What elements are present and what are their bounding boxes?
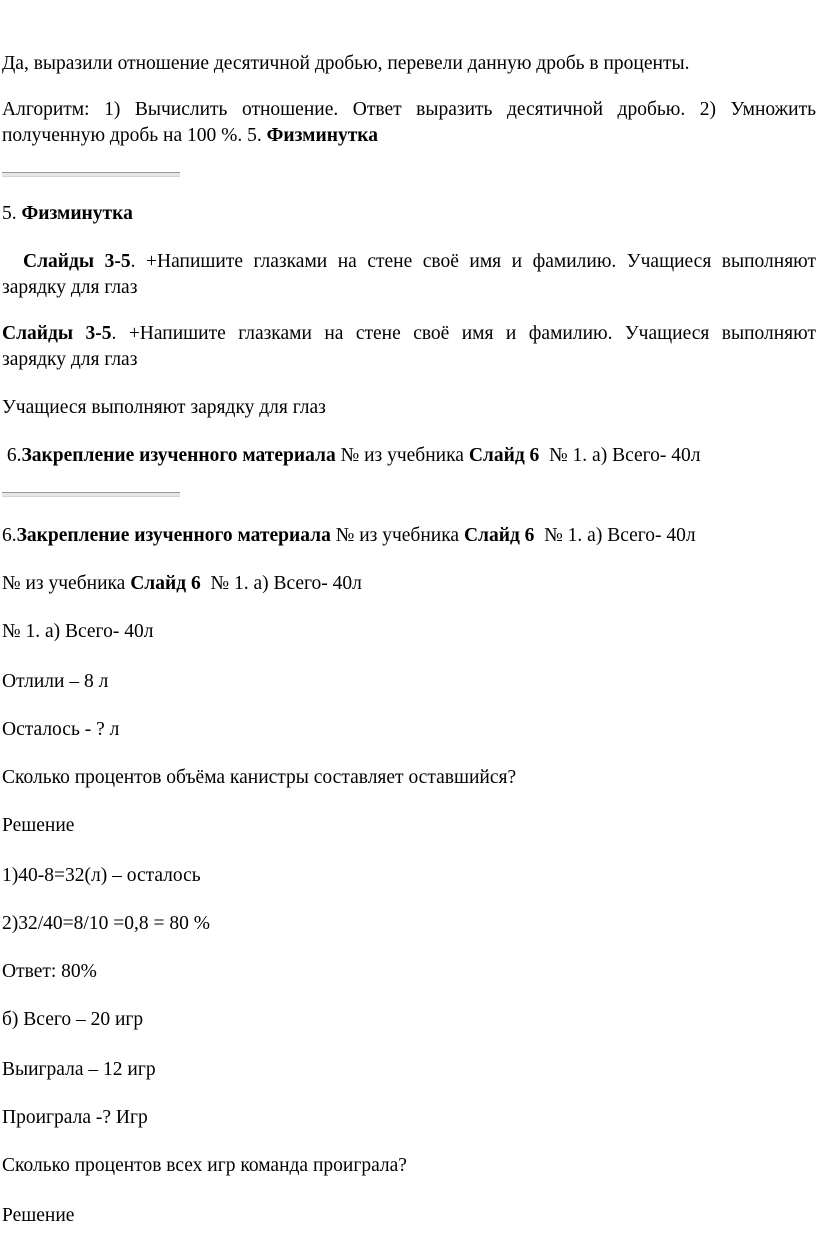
reinforcement-title: Закрепление изученного материала: [21, 445, 336, 466]
reinforcement-paragraph-1: 6.Закрепление изученного материала № из учебника Слайд 6 № 1. а) Всего- 40л: [6, 445, 701, 466]
slides-paragraph-2: Слайды 3-5. +Напишите глазками на стене своё имя и фамилию. Учащиеся выполняют: [2, 323, 816, 344]
problem-1-question: Сколько процентов объёма канистры составляет оставшийся?: [2, 767, 517, 788]
paragraph-intro: Да, выразили отношение десятичной дробью, перевели данную дробь в проценты.: [2, 53, 690, 74]
problem-2-header: б) Всего – 20 игр: [2, 1009, 144, 1030]
textbook-paragraph: № из учебника Слайд 6 № 1. а) Всего- 40л: [2, 573, 362, 594]
problem-2-solution-label: Решение: [2, 1205, 75, 1226]
problem-1-step-2: 2)32/40=8/10 =0,8 = 80 %: [2, 913, 210, 934]
reinforcement-paragraph-2: 6.Закрепление изученного материала № из учебника Слайд 6 № 1. а) Всего- 40л: [2, 525, 696, 546]
problem-1-header: № 1. а) Всего- 40л: [2, 621, 154, 642]
section-number: 5.: [247, 125, 267, 146]
slides-label: Слайды 3-5: [2, 323, 112, 344]
problem-1-remaining: Осталось - ? л: [2, 719, 120, 740]
slides-paragraph-1: Слайды 3-5. +Напишите глазками на стене своё имя и фамилию. Учащиеся выполняют: [23, 251, 816, 272]
horizontal-divider: [2, 492, 180, 497]
problem-1-answer: Ответ: 80%: [2, 961, 97, 982]
algorithm-text: полученную дробь на 100 %.: [2, 125, 243, 146]
section-title: Физминутка: [266, 125, 378, 146]
section-title: Физминутка: [21, 203, 133, 224]
exercise-paragraph: Учащиеся выполняют зарядку для глаз: [2, 397, 326, 418]
section-number: 5.: [2, 203, 22, 224]
slides-paragraph-2-cont: зарядку для глаз: [2, 349, 138, 370]
reinforcement-title: Закрепление изученного материала: [16, 525, 331, 546]
problem-1-step-1: 1)40-8=32(л) – осталось: [2, 865, 201, 886]
heading-5: [2, 202, 133, 226]
slides-label: Слайды 3-5: [23, 251, 131, 272]
slide-label: Слайд 6: [130, 573, 201, 594]
horizontal-divider: [2, 172, 180, 177]
paragraph-algorithm-cont: [2, 124, 378, 149]
paragraph-algorithm: Алгоритм: 1) Вычислить отношение. Ответ выразить десятичной дробью. 2) Умножить: [2, 99, 816, 120]
slides-paragraph-1-cont: зарядку для глаз: [2, 277, 138, 298]
problem-2-lost: Проиграла -? Игр: [2, 1107, 148, 1128]
problem-1-solution-label: Решение: [2, 815, 75, 836]
slide-label: Слайд 6: [463, 525, 535, 546]
problem-1-poured: Отлили – 8 л: [2, 671, 109, 692]
problem-2-won: Выиграла – 12 игр: [2, 1059, 156, 1080]
problem-2-question: Сколько процентов всех игр команда проиграла?: [2, 1155, 407, 1176]
slide-label: Слайд 6: [468, 445, 540, 466]
